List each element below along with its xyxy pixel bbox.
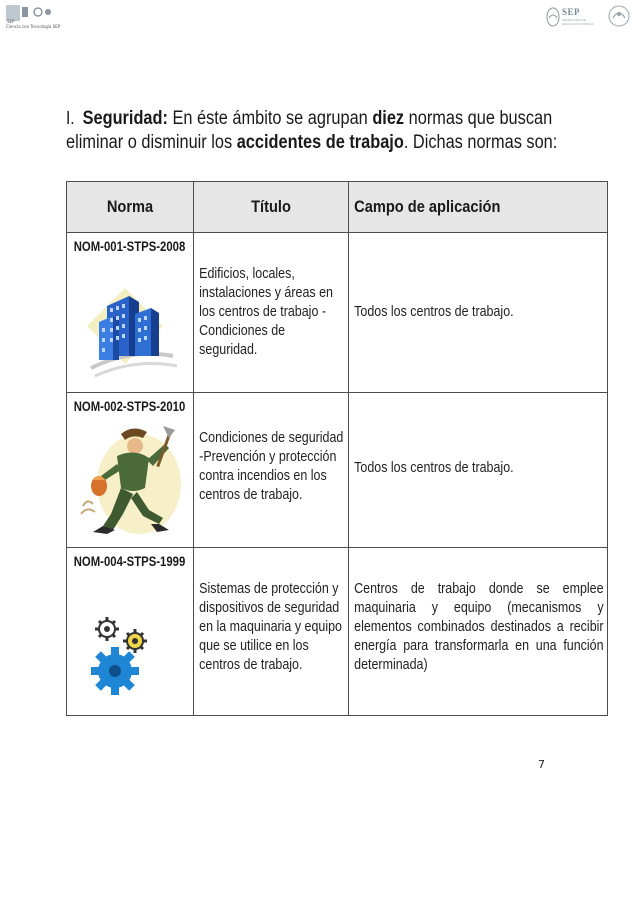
intro-text-3: . Dichas normas son: — [403, 132, 558, 153]
intro-bold-accidentes: accidentes de trabajo — [236, 132, 404, 153]
title-cell — [194, 393, 349, 548]
header-titulo: Título — [194, 182, 349, 233]
table-header-row — [67, 182, 608, 233]
sep-crest-icon — [546, 6, 560, 28]
norm-code: NOM-004-STPS-1999 — [73, 554, 186, 569]
norm-cell — [67, 548, 194, 716]
norms-table — [66, 181, 608, 716]
norm-field: Todos los centros de trabajo. — [354, 304, 514, 320]
title-cell — [194, 548, 349, 716]
header-campo: Campo de aplicación — [349, 182, 608, 233]
header-right-logo-title: SEP — [562, 7, 581, 17]
norm-code: NOM-001-STPS-2008 — [73, 239, 186, 254]
mexico-coat-of-arms-icon — [604, 4, 634, 28]
norm-cell — [67, 233, 194, 393]
header-right-logo — [546, 4, 634, 32]
intro-text-1: En éste ámbito se agrupan — [167, 108, 373, 129]
table-row — [67, 393, 608, 548]
buildings-icon — [77, 256, 187, 381]
norm-cell — [67, 393, 194, 548]
sep-tech-logo-icon — [6, 4, 58, 24]
field-cell — [349, 233, 608, 393]
norm-title: Edificios, locales, instalaciones y áreas en los centros de trabajo - Condiciones de seguridad. — [199, 266, 333, 358]
norm-field: Todos los centros de trabajo. — [354, 460, 514, 476]
intro-text-2: normas que buscan eliminar o disminuir los — [66, 108, 553, 153]
field-cell — [349, 548, 608, 716]
firefighter-icon — [77, 414, 187, 539]
title-cell — [194, 233, 349, 393]
table-row — [67, 548, 608, 716]
intro-bold-seguridad: Seguridad: — [82, 108, 168, 129]
norm-field: Centros de trabajo donde se emplee maquinaria y equipo (mecanismos y elementos combinados destinados a recibir energía para transformarla en una función determinada) — [354, 581, 604, 673]
norm-code: NOM-002-STPS-2010 — [73, 399, 186, 414]
norm-title: Condiciones de seguridad -Prevención y protección contra incendios en los centros de trabajo. — [199, 430, 344, 503]
header-norma: Norma — [67, 182, 194, 233]
header-left-logo — [6, 4, 66, 34]
intro-paragraph — [66, 106, 610, 155]
gears-icon — [75, 573, 185, 703]
norm-title: Sistemas de protección y dispositivos de seguridad en la maquinaria y equipo que se utilice en los centros de trabajo. — [199, 581, 342, 673]
header-left-logo-tag: Ciencia con Tecnología SEP — [6, 24, 61, 29]
page-number: 7 — [538, 758, 545, 771]
section-roman-numeral: I. — [66, 108, 75, 128]
field-cell — [349, 393, 608, 548]
table-row — [67, 233, 608, 393]
intro-bold-diez: diez — [372, 108, 405, 129]
svg-text:SEP: SEP — [7, 19, 15, 24]
header-right-logo-subtitle: SECRETARÍA DE EDUCACIÓN PÚBLICA — [562, 18, 594, 26]
